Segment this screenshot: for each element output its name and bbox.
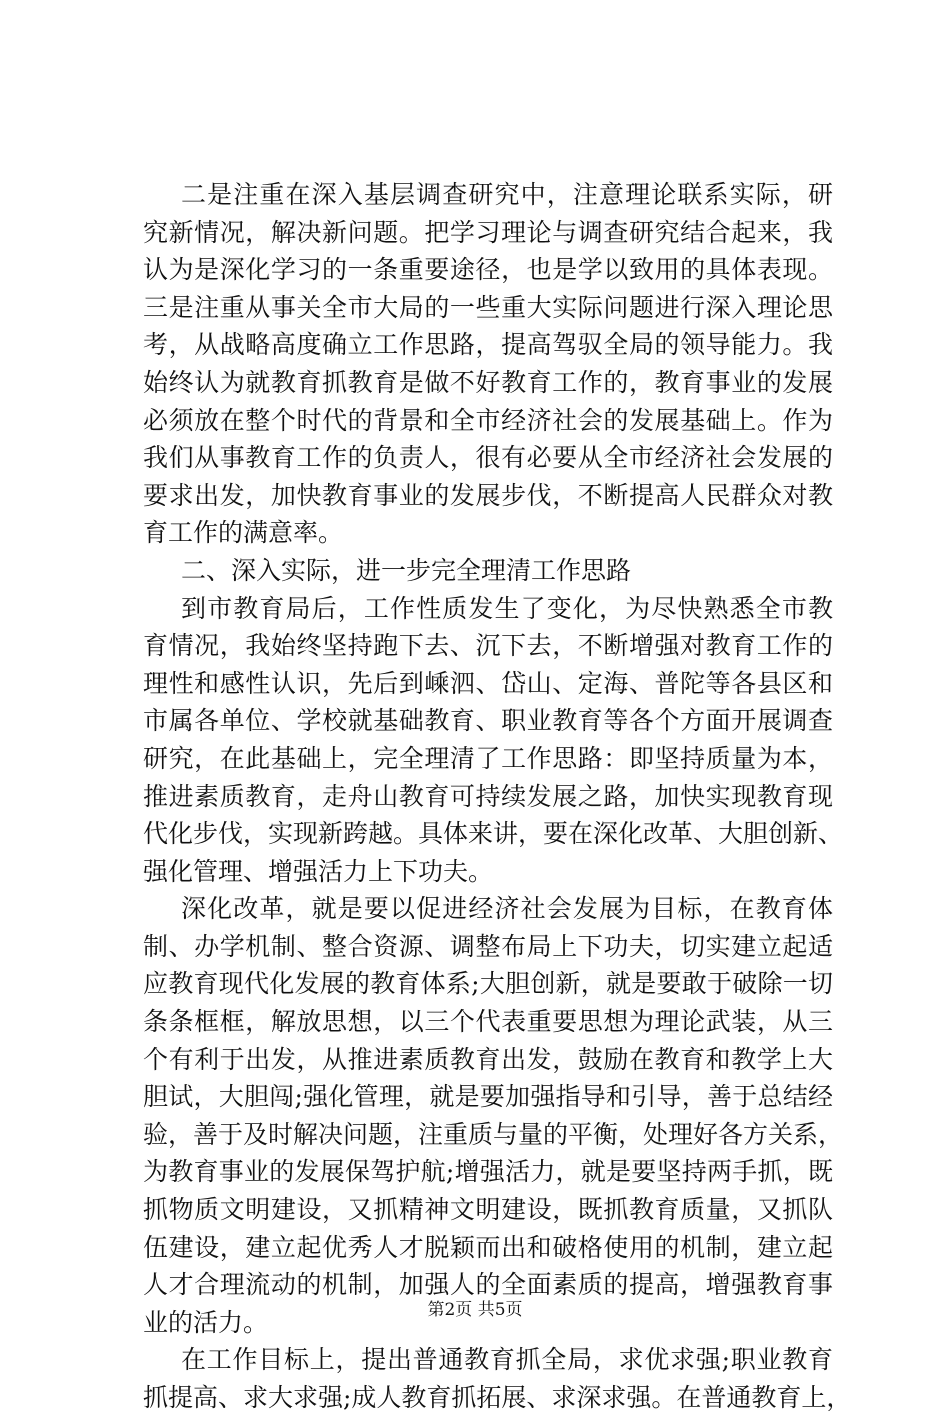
text-line: 制、办学机制、整合资源、调整布局上下功夫，切实建立起适: [143, 931, 833, 961]
text-line: 到市教育局后，工作性质发生了变化，为尽快熟悉全市教: [181, 593, 833, 623]
text-line: 业的活力。: [143, 1307, 269, 1337]
text-line: 验，善于及时解决问题，注重质与量的平衡，处理好各方关系，: [143, 1119, 844, 1149]
text-line: 强化管理、增强活力上下功夫。: [143, 856, 494, 886]
text-line: 研究，在此基础上，完全理清了工作思路：即坚持质量为本，: [143, 743, 833, 773]
document-body: [143, 176, 852, 1417]
text-line: 代化步伐，实现新跨越。具体来讲，要在深化改革、大胆创新、: [143, 819, 844, 849]
text-line: 条条框框，解放思想，以三个代表重要思想为理论武装，从三: [143, 1007, 833, 1037]
text-line: 在工作目标上，提出普通教育抓全局，求优求强;职业教育: [181, 1345, 833, 1375]
text-line: 市属各单位、学校就基础教育、职业教育等各个方面开展调查: [143, 706, 833, 736]
text-line: 必须放在整个时代的背景和全市经济社会的发展基础上。作为: [143, 405, 833, 435]
text-line: 考，从战略高度确立工作思路，提高驾驭全局的领导能力。我: [143, 330, 833, 360]
text-line: 育情况，我始终坚持跑下去、沉下去，不断增强对教育工作的: [143, 631, 833, 661]
text-line: 认为是深化学习的一条重要途径，也是学以致用的具体表现。: [143, 255, 833, 285]
text-line: 抓提高、求大求强;成人教育抓拓展、求深求强。在普通教育上，: [143, 1383, 852, 1412]
text-line: 胆试，大胆闯;强化管理，就是要加强指导和引导，善于总结经: [143, 1082, 833, 1112]
text-line: 三是注重从事关全市大局的一些重大实际问题进行深入理论思: [143, 292, 833, 322]
text-line: 深化改革，就是要以促进经济社会发展为目标，在教育体: [181, 894, 833, 924]
text-line: 人才合理流动的机制，加强人的全面素质的提高，增强教育事: [143, 1270, 833, 1300]
text-line: 究新情况，解决新问题。把学习理论与调查研究结合起来，我: [143, 217, 833, 247]
text-line: 应教育现代化发展的教育体系;大胆创新，就是要敢于破除一切: [143, 969, 833, 999]
text-line: 伍建设，建立起优秀人才脱颖而出和破格使用的机制，建立起: [143, 1232, 833, 1262]
text-line: 要求出发，加快教育事业的发展步伐，不断提高人民群众对教: [143, 480, 833, 510]
text-line: 育工作的满意率。: [143, 518, 344, 548]
text-line: 个有利于出发，从推进素质教育出发，鼓励在教育和教学上大: [143, 1044, 833, 1074]
text-line: 为教育事业的发展保驾护航;增强活力，就是要坚持两手抓，既: [143, 1157, 833, 1187]
text-line: 抓物质文明建设，又抓精神文明建设，既抓教育质量，又抓队: [143, 1195, 833, 1225]
text-line: 推进素质教育，走舟山教育可持续发展之路，加快实现教育现: [143, 781, 833, 811]
text-line: 二、深入实际，进一步完全理清工作思路: [181, 555, 632, 585]
text-line: 理性和感性认识，先后到嵊泗、岱山、定海、普陀等各县区和: [143, 668, 833, 698]
text-line: 二是注重在深入基层调查研究中，注意理论联系实际，研: [181, 180, 833, 209]
page-footer: 第2页 共5页: [427, 1300, 523, 1320]
text-line: 我们从事教育工作的负责人，很有必要从全市经济社会发展的: [143, 443, 833, 473]
text-line: 始终认为就教育抓教育是做不好教育工作的，教育事业的发展: [143, 367, 833, 397]
